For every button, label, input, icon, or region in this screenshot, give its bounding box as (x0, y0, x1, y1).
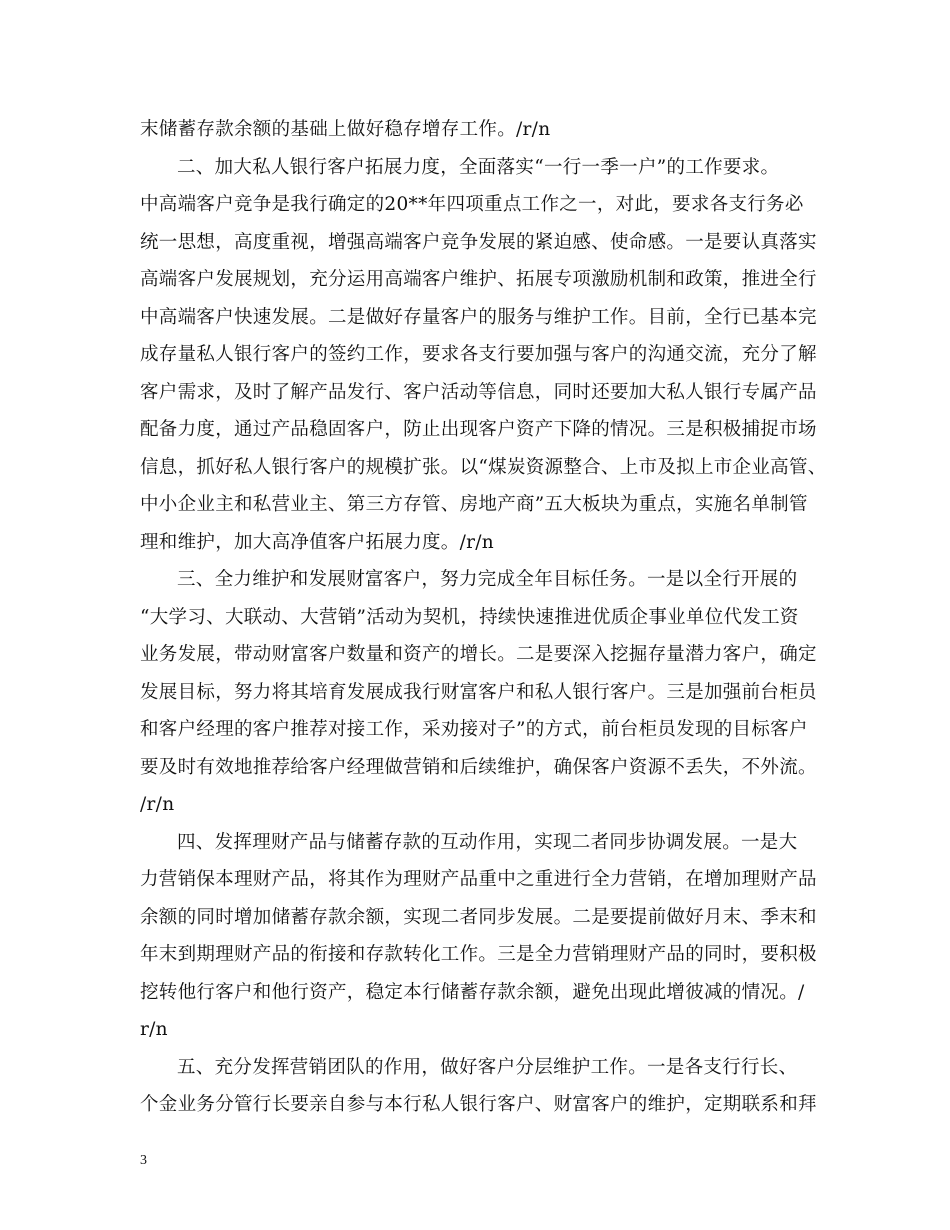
text-line: 配备力度，通过产品稳固客户，防止出现客户资产下降的情况。三是积极捕捉市场 (140, 419, 817, 440)
text-line: 年末到期理财产品的衔接和存款转化工作。三是全力营销理财产品的同时，要积极 (140, 944, 817, 965)
text-line: 力营销保本理财产品，将其作为理财产品重中之重进行全力营销，在增加理财产品 (140, 869, 817, 890)
text-line: 和客户经理的客户推荐对接工作，采劝接对子”的方式，前台柜员发现的目标客户 (140, 719, 808, 740)
text-line: 挖转他行客户和他行资产，稳定本行储蓄存款余额，避免出现此增彼减的情况。/ (140, 982, 805, 1003)
section-heading-line: 四、发挥理财产品与储蓄存款的互动作用，实现二者同步协调发展。一是大 (177, 832, 798, 853)
text-line: 发展目标，努力将其培育发展成我行财富客户和私人银行客户。三是加强前台柜员 (140, 682, 817, 703)
text-line: r/n (140, 1019, 168, 1040)
section-heading-line: 二、加大私人银行客户拓展力度，全面落实“一行一季一户”的工作要求。 (177, 157, 780, 178)
text-line: 中高端客户快速发展。二是做好存量客户的服务与维护工作。目前，全行已基本完 (140, 307, 817, 328)
page-number: 3 (140, 1153, 147, 1168)
text-line: 客户需求，及时了解产品发行、客户活动等信息，同时还要加大私人银行专属产品 (140, 382, 817, 403)
text-line: 成存量私人银行客户的签约工作，要求各支行要加强与客户的沟通交流，充分了解 (140, 344, 817, 365)
text-line: “大学习、大联动、大营销”活动为契机，持续快速推进优质企事业单位代发工资 (140, 607, 799, 628)
text-line: 末储蓄存款余额的基础上做好稳存增存工作。/r/n (140, 119, 551, 140)
text-line: 要及时有效地推荐给客户经理做营销和后续维护，确保客户资源不丢失，不外流。 (140, 757, 817, 778)
text-line: 中小企业主和私营业主、第三方存管、房地产商”五大板块为重点，实施名单制管 (140, 494, 808, 515)
text-line: 中高端客户竞争是我行确定的20**年四项重点工作之一，对此，要求各支行务必 (140, 194, 804, 215)
text-line: /r/n (140, 794, 175, 815)
text-line: 统一思想，高度重视，增强高端客户竞争发展的紧迫感、使命感。一是要认真落实 (140, 232, 817, 253)
text-line: 余额的同时增加储蓄存款余额，实现二者同步发展。二是要提前做好月末、季末和 (140, 907, 817, 928)
text-line: 信息，抓好私人银行客户的规模扩张。以“煤炭资源整合、上市及拟上市企业高管、 (140, 457, 827, 478)
text-line: 个金业务分管行长要亲自参与本行私人银行客户、财富客户的维护，定期联系和拜 (140, 1094, 817, 1115)
section-heading-line: 五、充分发挥营销团队的作用，做好客户分层维护工作。一是各支行行长、 (177, 1057, 798, 1078)
text-line: 业务发展，带动财富客户数量和资产的增长。二是要深入挖掘存量潜力客户，确定 (140, 644, 817, 665)
text-line: 高端客户发展规划，充分运用高端客户维护、拓展专项激励机制和政策，推进全行 (140, 269, 817, 290)
section-heading-line: 三、全力维护和发展财富客户，努力完成全年目标任务。一是以全行开展的 (177, 569, 798, 590)
text-line: 理和维护，加大高净值客户拓展力度。/r/n (140, 532, 495, 553)
